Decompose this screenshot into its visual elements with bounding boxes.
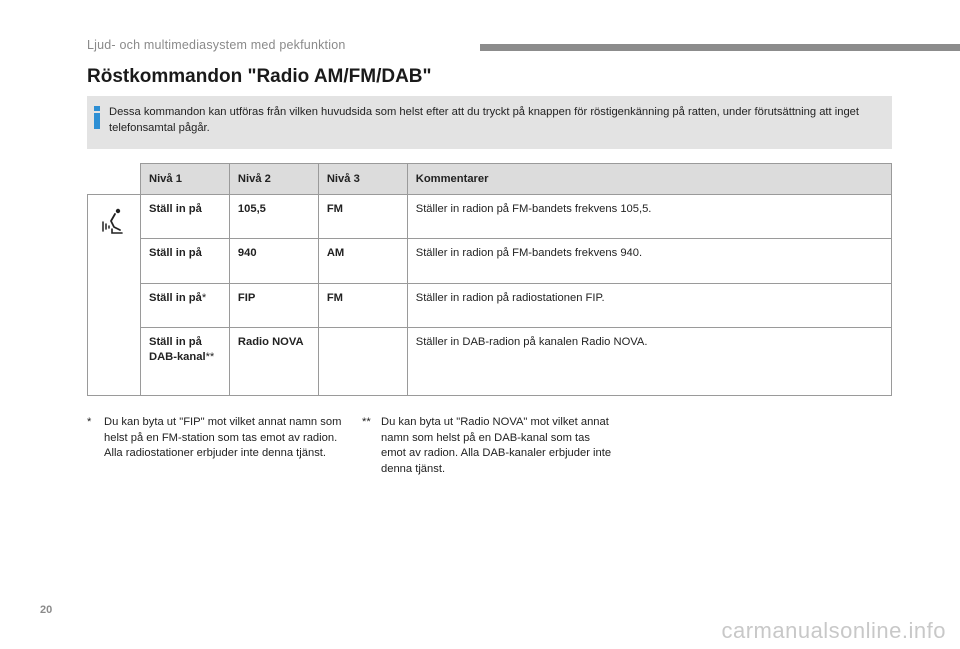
row1-comment: Ställer in radion på FM-bandets frekvens 105,5. bbox=[407, 195, 891, 239]
icon-cell bbox=[88, 195, 141, 396]
row4-level1-line1: Ställ in på bbox=[148, 336, 202, 349]
row3-footnote-mark: * bbox=[201, 291, 207, 304]
row2-level3: AM bbox=[318, 239, 407, 283]
voice-command-table bbox=[87, 163, 892, 396]
header-bar bbox=[480, 44, 960, 51]
table-row bbox=[88, 283, 892, 327]
footnote-1-text: Du kan byta ut "FIP" mot vilket annat namn som helst på en FM-station som tas emot av radion. Alla radiostationer erbjuder inte denna tjänst. bbox=[104, 416, 342, 459]
row2-level1: Ställ in på bbox=[140, 239, 229, 283]
table-corner-cell bbox=[88, 164, 141, 195]
row2-level2: 940 bbox=[229, 239, 318, 283]
row3-comment: Ställer in radion på radiostationen FIP. bbox=[407, 283, 891, 327]
page-title: Röstkommandon "Radio AM/FM/DAB" bbox=[87, 66, 432, 87]
row3-level2: FIP bbox=[229, 283, 318, 327]
row4-level3 bbox=[318, 328, 407, 396]
table-header-row bbox=[88, 164, 892, 195]
row4-footnote-mark: ** bbox=[205, 351, 215, 364]
info-box bbox=[87, 96, 892, 149]
page-number: 20 bbox=[40, 604, 53, 616]
row2-comment: Ställer in radion på FM-bandets frekvens 940. bbox=[407, 239, 891, 283]
table-row bbox=[88, 239, 892, 283]
footnote-2-mark: ** bbox=[362, 416, 371, 428]
row4-level2: Radio NOVA bbox=[229, 328, 318, 396]
row3-level3: FM bbox=[318, 283, 407, 327]
row1-level3: FM bbox=[318, 195, 407, 239]
info-text: Dessa kommandon kan utföras från vilken huvudsida som helst efter att du tryckt på knappen för röstigenkänning på ratten, under förutsättning att inget telefonsamtal pågår. bbox=[109, 106, 859, 134]
column-header-level2: Nivå 2 bbox=[229, 164, 318, 195]
column-header-level3: Nivå 3 bbox=[318, 164, 407, 195]
column-header-level1: Nivå 1 bbox=[140, 164, 229, 195]
row1-level1: Ställ in på bbox=[140, 195, 229, 239]
table-row bbox=[88, 328, 892, 396]
voice-command-icon bbox=[98, 204, 128, 238]
row4-comment: Ställer in DAB-radion på kanalen Radio NOVA. bbox=[407, 328, 891, 396]
watermark: carmanualsonline.info bbox=[721, 618, 946, 643]
info-icon bbox=[93, 106, 101, 128]
row3-level1: Ställ in på bbox=[148, 291, 202, 304]
footnote-1-mark: * bbox=[87, 416, 92, 428]
row1-level2: 105,5 bbox=[229, 195, 318, 239]
table-row bbox=[88, 195, 892, 239]
row4-level1-cell bbox=[140, 328, 229, 396]
row4-level1-line2: DAB-kanal bbox=[148, 351, 206, 364]
section-header: Ljud- och multimediasystem med pekfunktion bbox=[87, 38, 346, 52]
row3-level1-cell bbox=[140, 283, 229, 327]
column-header-comments: Kommentarer bbox=[407, 164, 891, 195]
footnote-2-text: Du kan byta ut "Radio NOVA" mot vilket annat namn som helst på en DAB-kanal som tas emot av radion. Alla DAB-kanaler erbjuder inte denna tjänst. bbox=[381, 416, 612, 475]
